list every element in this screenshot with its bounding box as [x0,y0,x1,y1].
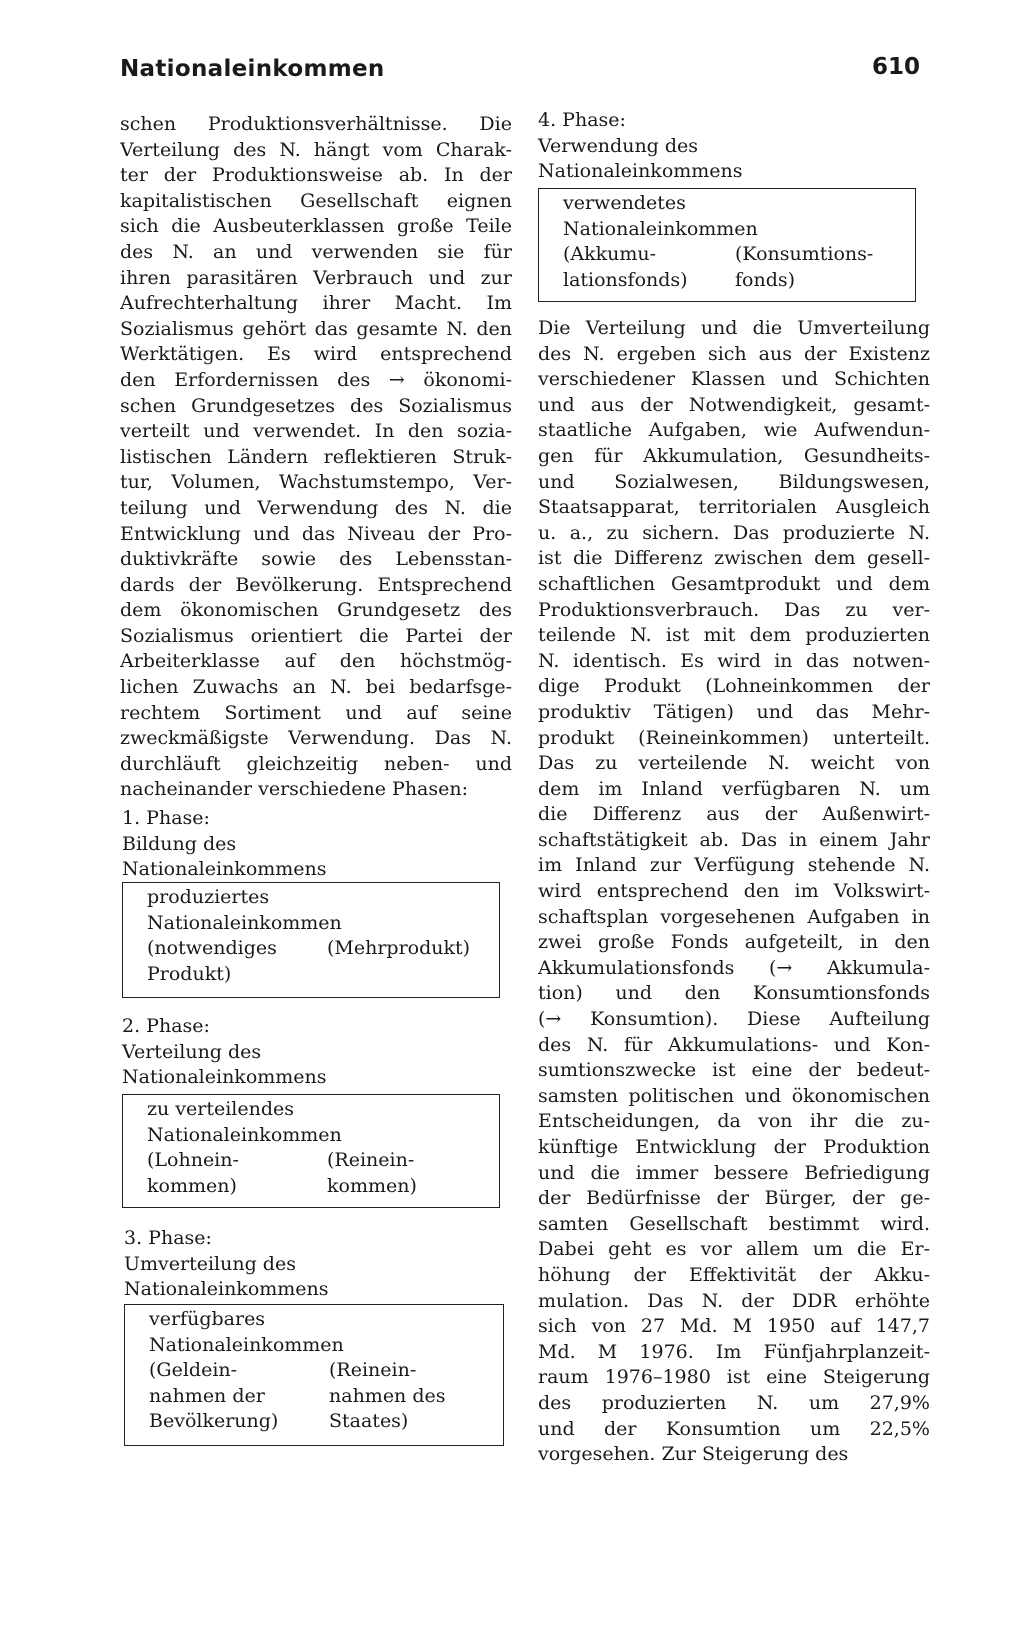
text-line: Aufrechterhaltung ihrer Macht. Im [120,292,512,315]
text-line: der Bedürfnisse der Bürger, der ge- [538,1187,930,1210]
text-line: teilung und Verwendung des N. die [120,496,512,519]
text-line: Sozialismus gehört das gesamte N. den [120,317,512,340]
text-line: Das zu verteilende N. weicht von [538,752,930,775]
text-line: listischen Ländern reflektieren Struk- [120,445,512,468]
text-line: Akkumulationsfonds (→ Akkumula- [538,956,930,979]
text-line: u. a., zu sichern. Das produzierte N. [538,521,930,544]
text-line: dards der Bevölkerung. Entsprechend [120,573,512,596]
text-line: tur, Volumen, Wachstumstempo, Ver- [120,471,512,494]
text-line: mulation. Das N. der DDR erhöhte [538,1289,930,1312]
phase-2-box: zu verteilendes Nationaleinkommen (Lohnein- kommen) (Reinein- kommen) [122,1094,500,1208]
text-line: des N. für Akkumulations- und Kon- [538,1033,930,1056]
text-line: verteilt und verwendet. In den sozia- [120,420,512,443]
text-line: raum 1976–1980 ist eine Steigerung [538,1366,930,1389]
text-line: den Erfordernissen des → ökonomi- [120,368,512,391]
phase-1-label: 1. Phase: Bildung des Nationaleinkommens [122,807,327,881]
text-line: gen für Akkumulation, Gesundheits- [538,444,930,467]
text-line: Verteilung des N. hängt vom Charak- [120,138,512,161]
text-line: lichen Zuwachs an N. bei bedarfsge- [120,676,512,699]
phase-4-col2: (Konsumtions- fonds) [735,243,874,291]
phase-3-col1: (Geldein- nahmen der Bevölkerung) [149,1359,279,1433]
running-head: Nationaleinkommen [120,56,385,82]
right-column-text [538,316,930,1468]
text-line: nacheinander verschiedene Phasen: [120,778,469,801]
text-line: samten Gesellschaft bestimmt wird. [538,1212,930,1235]
text-line: Sozialismus orientiert die Partei der [120,624,512,647]
text-line: des N. ergeben sich aus der Existenz [538,342,930,365]
text-line: verschiedener Klassen und Schichten [538,368,930,391]
phase-1-col2: (Mehrprodukt) [327,937,471,960]
text-line: produkt (Reineinkommen) unterteilt. [538,726,930,749]
text-line: Entwicklung und das Niveau der Pro- [120,522,512,545]
phase-4-col1: (Akkumu- lationsfonds) [563,243,688,291]
page-number: 610 [872,54,921,80]
text-line: sich von 27 Md. M 1950 auf 147,7 [538,1315,930,1338]
phase-1-box: produziertes Nationaleinkommen (notwendiges Produkt) (Mehrprodukt) [122,882,500,998]
phase-2-col2: (Reinein- kommen) [327,1149,417,1197]
text-line: des produzierten N. um 27,9% [538,1391,930,1414]
text-line: Arbeiterklasse auf den höchstmög- [120,650,512,673]
text-line: und Sozialwesen, Bildungswesen, [538,470,930,493]
text-line: tion) und den Konsumtionsfonds [538,982,930,1005]
phase-3-col2: (Reinein- nahmen des Staates) [329,1359,446,1433]
text-line: kapitalistischen Gesellschaft eignen [120,189,512,212]
phase-2-label: 2. Phase: Verteilung des Nationaleinkommens [122,1015,327,1089]
text-line: produktiv Tätigen) und das Mehr- [538,700,930,723]
text-line: dige Produkt (Lohneinkommen der [538,675,930,698]
text-line: künftige Entwicklung der Produktion [538,1136,930,1158]
text-line: dem im Inland verfügbaren N. um [538,777,930,800]
text-line: ter der Produktionsweise ab. In der [120,164,512,187]
text-line: schaftsplan vorgesehenen Aufgaben in [538,905,930,928]
text-line: ihren parasitären Verbrauch und zur [120,266,512,289]
text-line: schaftlichen Gesamtprodukt und dem [538,572,930,595]
phase-2 [122,1014,512,1091]
text-line: Entscheidungen, da von ihr die zu- [538,1110,930,1133]
text-line: sumtionszwecke ist eine der bedeut- [538,1059,930,1082]
text-line: Produktionsverbrauch. Das zu ver- [538,598,930,621]
text-line: rechtem Sortiment und auf seine [120,701,512,724]
text-line: und aus der Notwendigkeit, gesamt- [538,393,930,416]
text-line: höhung der Effektivität der Akku- [538,1263,930,1286]
text-line: des N. an und verwenden sie für [120,240,512,263]
text-line: Werktätigen. Es wird entsprechend [120,343,512,366]
text-line: im Inland zur Verfügung stehende N. [538,854,930,877]
text-line: die Differenz aus der Außenwirt- [538,803,930,826]
text-line: zweckmäßigste Verwendung. Das N. [120,727,512,750]
phase-1-col1: (notwendiges Produkt) [147,937,277,985]
left-column-text [120,112,512,803]
text-line: zwei große Fonds aufgeteilt, in den [538,931,930,954]
text-line: und die immer bessere Befriedigung [538,1161,930,1184]
text-line: Md. M 1976. Im Fünfjahrplanzeit- [538,1340,930,1363]
phase-2-col1: (Lohnein- kommen) [147,1149,239,1197]
text-line: Staatsapparat, territorialen Ausgleich [538,496,930,519]
text-line: teilende N. ist mit dem produzierten [538,624,930,647]
phase-4-box: verwendetes Nationaleinkommen (Akkumu- lationsfonds) (Konsumtions- fonds) [538,188,916,302]
text-line: vorgesehen. Zur Steigerung des [538,1443,849,1466]
text-line: dem ökonomischen Grundgesetz des [120,599,512,622]
text-line: und der Konsumtion um 22,5% [538,1417,930,1440]
text-line: durchläuft gleichzeitig neben- und [120,752,512,775]
phase-3-box: verfügbares Nationaleinkommen (Geldein- nahmen der Bevölkerung) (Reinein- nahmen des Staates) [124,1304,504,1446]
phase-3-label: 3. Phase: Umverteilung des Nationaleinkommens [124,1227,329,1301]
phase-4-label: 4. Phase: Verwendung des Nationaleinkommens [538,109,743,183]
text-line: duktivkräfte sowie des Lebensstan- [120,548,512,571]
text-line: N. identisch. Es wird in das notwen- [538,649,930,672]
text-line: staatliche Aufgaben, wie Aufwendun- [538,419,930,442]
text-line: (→ Konsumtion). Diese Aufteilung [538,1008,930,1031]
text-line: samsten politischen und ökonomischen [538,1084,930,1107]
text-line: schen Produktionsverhältnisse. Die [120,113,512,135]
phase-3 [124,1226,514,1303]
text-line: Die Verteilung und die Umverteilung [538,317,930,339]
text-line: Dabei geht es vor allem um die Er- [538,1238,930,1261]
text-line: schen Grundgesetzes des Sozialismus [120,394,512,417]
phase-4 [538,108,928,185]
text-line: schaftstätigkeit ab. Das in einem Jahr [538,828,930,851]
text-line: sich die Ausbeuterklassen große Teile [120,215,512,238]
text-line: ist die Differenz zwischen dem gesell- [538,547,930,570]
text-line: wird entsprechend den im Volkswirt- [538,880,930,903]
phase-1 [122,806,512,883]
